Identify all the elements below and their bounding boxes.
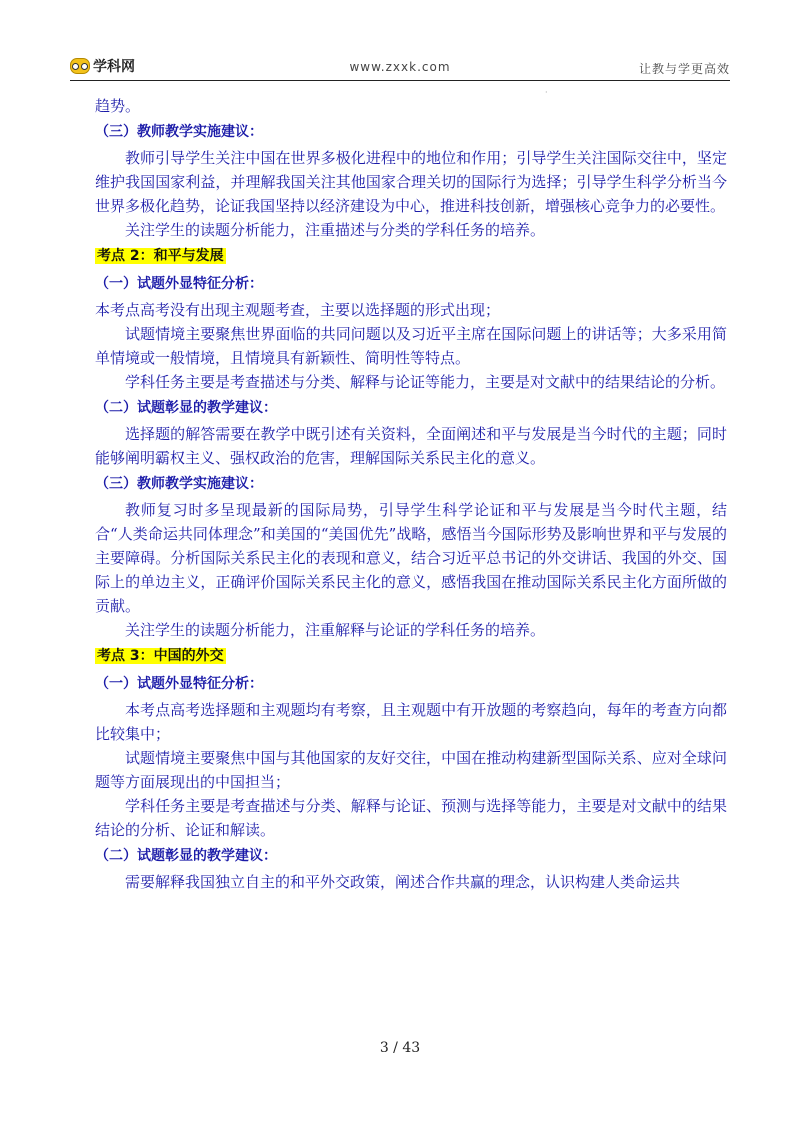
subheading: （一）试题外显特征分析：: [95, 676, 263, 692]
paragraph: 试题情境主要聚焦中国与其他国家的友好交往，中国在推动构建新型国际关系、应对全球问题等方面展现出的中国担当；: [95, 749, 727, 791]
paragraph: 教师引导学生关注中国在世界多极化进程中的地位和作用；引导学生关注国际交往中，坚定维护我国国家利益，并理解我国关注其他国家合理关切的国际行为选择；引导学生科学分析当今世界多极化趋势，论证我国坚持以经济建设为中心，推进科技创新，增强核心竞争力的必要性。: [95, 149, 727, 215]
subheading: （二）试题彰显的教学建议：: [95, 400, 277, 416]
site-url[interactable]: www.zxxk.com: [349, 60, 451, 74]
section-heading-text: 考点 3：中国的外交: [97, 648, 224, 664]
paragraph: 需要解释我国独立自主的和平外交政策，阐述合作共赢的理念，认识构建人类命运共: [125, 873, 681, 891]
paragraph: 试题情境主要聚焦世界面临的共同问题以及习近平主席在国际问题上的讲话等；大多采用简单情境或一般情境，且情境具有新颖性、简明性等特点。: [95, 325, 727, 367]
page-number: 3 / 43: [379, 1040, 421, 1056]
paragraph: 关注学生的读题分析能力，注重解释与论证的学科任务的培养。: [125, 621, 546, 639]
section-heading: [95, 242, 727, 270]
page-header: [70, 54, 730, 81]
slogan: 让教与学更高效: [638, 62, 730, 76]
paragraph: 学科任务主要是考查描述与分类、解释与论证、预测与选择等能力，主要是对文献中的结果结论的分析、论证和解读。: [95, 797, 727, 839]
subheading: （二）试题彰显的教学建议：: [95, 848, 277, 864]
decorative-dot: ·: [545, 88, 548, 97]
paragraph: 关注学生的读题分析能力，注重描述与分类的学科任务的培养。: [125, 221, 546, 239]
subheading: （三）教师教学实施建议：: [95, 124, 263, 140]
subheading: （三）教师教学实施建议：: [95, 476, 263, 492]
paragraph: 教师复习时多呈现最新的国际局势，引导学生科学论证和平与发展是当今时代主题，结合“人类命运共同体理念”和美国的“美国优先”战略，感悟当今国际形势及影响世界和平与发展的主要障碍。分析国际关系民主化的表现和意义，结合习近平总书记的外交讲话、我国的外交、国际上的单边主义，正确评价国际关系民主化的意义，感悟我国在推动国际关系民主化方面所做的贡献。: [95, 501, 727, 615]
section-heading: [95, 642, 727, 670]
logo-text: 学科网: [93, 59, 135, 75]
paragraph: 学科任务主要是考查描述与分类、解释与论证等能力，主要是对文献中的结果结论的分析。: [125, 373, 726, 391]
paragraph: 本考点高考没有出现主观题考查，主要以选择题的形式出现；: [95, 301, 501, 319]
subheading: （一）试题外显特征分析：: [95, 276, 263, 292]
paragraph: 选择题的解答需要在教学中既引述有关资料，全面阐述和平与发展是当今时代的主题；同时能够阐明霸权主义、强权政治的危害，理解国际关系民主化的意义。: [95, 425, 727, 467]
document-body: [95, 94, 727, 894]
paragraph: 趋势。: [95, 97, 141, 115]
paragraph: 本考点高考选择题和主观题均有考察，且主观题中有开放题的考察趋向，每年的考查方向都比较集中；: [95, 701, 727, 743]
section-heading-text: 考点 2：和平与发展: [97, 248, 224, 264]
